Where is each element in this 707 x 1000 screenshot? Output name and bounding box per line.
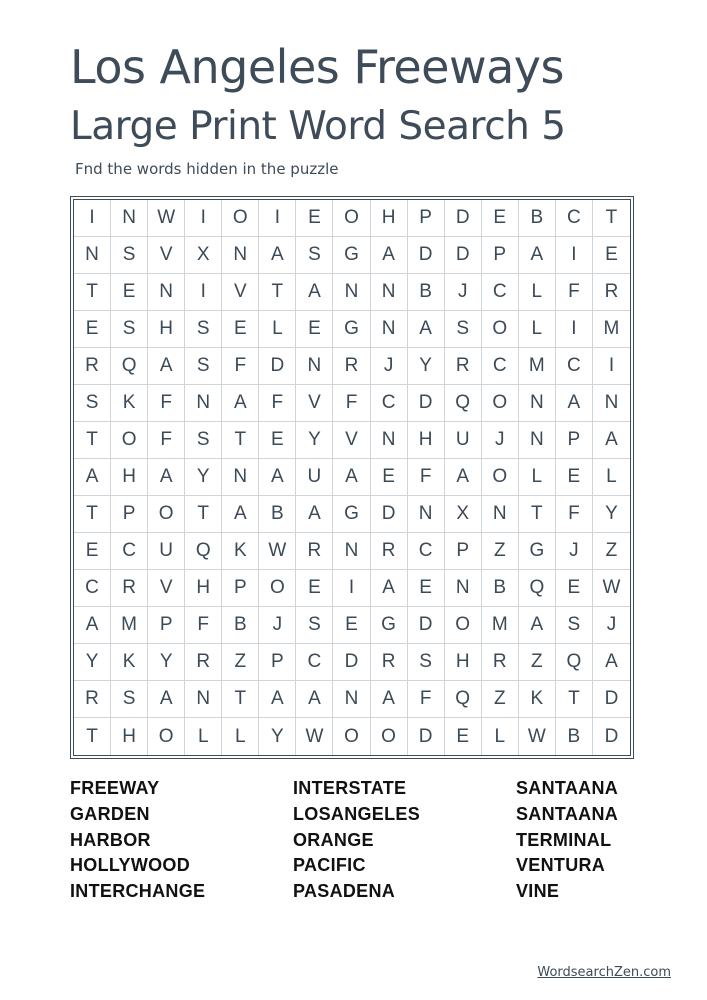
grid-letter[interactable]: E [111,274,148,311]
grid-letter[interactable]: B [222,607,259,644]
grid-letter[interactable]: S [556,607,593,644]
grid-letter[interactable]: F [333,385,370,422]
grid-letter[interactable]: E [593,237,630,274]
grid-letter[interactable]: F [556,496,593,533]
grid-letter[interactable]: T [593,200,630,237]
grid-letter[interactable]: M [593,311,630,348]
word-list-item: PASADENA [293,881,396,902]
grid-letter[interactable]: I [185,200,222,237]
grid-letter[interactable]: D [408,237,445,274]
grid-letter[interactable]: N [148,274,185,311]
grid-letter[interactable]: N [408,496,445,533]
grid-letter[interactable]: Y [593,496,630,533]
grid-letter[interactable]: I [74,200,111,237]
grid-letter[interactable]: A [148,681,185,718]
grid-letter[interactable]: H [111,718,148,755]
grid-letter[interactable]: T [222,422,259,459]
grid-letter[interactable]: O [482,311,519,348]
grid-letter[interactable]: T [222,681,259,718]
grid-letter[interactable]: Z [593,533,630,570]
grid-letter[interactable]: R [445,348,482,385]
grid-letter[interactable]: D [259,348,296,385]
grid-letter[interactable]: O [333,718,370,755]
grid-letter[interactable]: C [556,200,593,237]
grid-letter[interactable]: Y [408,348,445,385]
grid-letter[interactable]: P [408,200,445,237]
grid-letter[interactable]: A [259,681,296,718]
grid-letter[interactable]: H [408,422,445,459]
grid-letter[interactable]: S [74,385,111,422]
grid-letter[interactable]: S [111,237,148,274]
grid-letter[interactable]: F [408,459,445,496]
word-list-item: HOLLYWOOD [70,855,191,876]
grid-letter[interactable]: T [185,496,222,533]
grid-letter[interactable]: K [111,385,148,422]
grid-letter[interactable]: A [148,459,185,496]
word-list [70,776,640,905]
grid-letter[interactable]: T [519,496,556,533]
grid-letter[interactable]: T [74,718,111,755]
grid-letter[interactable]: A [519,237,556,274]
grid-letter[interactable]: P [556,422,593,459]
grid-letter[interactable]: L [222,718,259,755]
grid-letter[interactable]: D [445,237,482,274]
grid-letter[interactable]: A [74,459,111,496]
grid-letter[interactable]: I [259,200,296,237]
grid-letter[interactable]: C [482,274,519,311]
grid-letter[interactable]: N [519,422,556,459]
grid-letter[interactable]: A [74,607,111,644]
grid-letter[interactable]: N [222,237,259,274]
grid-letter[interactable]: S [296,607,333,644]
word-list-item: SANTAANA [516,778,619,798]
grid-letter[interactable]: A [296,496,333,533]
grid-letter[interactable]: N [74,237,111,274]
grid-letter[interactable]: V [148,570,185,607]
grid-letter[interactable]: X [445,496,482,533]
grid-letter[interactable]: D [408,718,445,755]
grid-letter[interactable]: E [371,459,408,496]
grid-letter[interactable]: D [408,385,445,422]
grid-letter[interactable]: S [408,644,445,681]
grid-letter[interactable]: Z [222,644,259,681]
grid-letter[interactable]: W [296,718,333,755]
grid-letter[interactable]: A [445,459,482,496]
grid-letter[interactable]: E [74,311,111,348]
grid-letter[interactable]: W [519,718,556,755]
grid-letter[interactable]: T [74,422,111,459]
grid-letter[interactable]: K [222,533,259,570]
grid-letter[interactable]: Y [148,644,185,681]
word-list-item: ORANGE [293,829,374,850]
grid-letter[interactable]: H [111,459,148,496]
grid-letter[interactable]: C [371,385,408,422]
grid-letter[interactable]: O [259,570,296,607]
grid-letter[interactable]: R [296,533,333,570]
grid-letter[interactable]: U [445,422,482,459]
grid-letter[interactable]: G [333,237,370,274]
word-list-item: SANTAANA [516,803,619,824]
grid-letter[interactable]: N [371,274,408,311]
grid-letter[interactable]: S [111,311,148,348]
grid-letter[interactable]: V [333,422,370,459]
grid-letter[interactable]: L [519,274,556,311]
grid-letter[interactable]: E [445,718,482,755]
grid-letter[interactable]: P [111,496,148,533]
grid-letter[interactable]: M [111,607,148,644]
grid-letter[interactable]: Q [185,533,222,570]
grid-letter[interactable]: L [185,718,222,755]
grid-letter[interactable]: S [111,681,148,718]
grid-letter[interactable]: E [74,533,111,570]
grid-letter[interactable]: S [185,348,222,385]
grid-letter[interactable]: Q [445,681,482,718]
puzzle-grid [74,200,630,755]
instructions-text: Fnd the words hidden in the puzzle [75,160,339,178]
grid-letter[interactable]: V [296,385,333,422]
word-list-item: GARDEN [70,803,150,824]
grid-letter[interactable]: E [333,607,370,644]
grid-letter[interactable]: T [259,274,296,311]
grid-letter[interactable]: A [593,644,630,681]
grid-letter[interactable]: Z [482,533,519,570]
word-list-item: HARBOR [70,829,151,850]
grid-letter[interactable]: E [296,570,333,607]
grid-letter[interactable]: J [482,422,519,459]
grid-letter[interactable]: D [371,496,408,533]
grid-letter[interactable]: A [408,311,445,348]
grid-letter[interactable]: C [482,348,519,385]
grid-letter[interactable]: I [556,311,593,348]
grid-letter[interactable]: R [371,644,408,681]
grid-letter[interactable]: C [296,644,333,681]
grid-letter[interactable]: H [445,644,482,681]
page-title: Los Angeles Freeways [70,40,564,94]
grid-letter[interactable]: W [259,533,296,570]
word-list-item: LOSANGELES [293,803,421,824]
grid-letter[interactable]: S [185,422,222,459]
grid-letter[interactable]: E [222,311,259,348]
grid-letter[interactable]: F [556,274,593,311]
grid-letter[interactable]: Y [185,459,222,496]
page-subtitle-heading: Large Print Word Search 5 [70,104,566,149]
grid-letter[interactable]: L [259,311,296,348]
grid-letter[interactable]: F [259,385,296,422]
grid-letter[interactable]: N [185,385,222,422]
grid-letter[interactable]: C [556,348,593,385]
grid-letter[interactable]: O [148,496,185,533]
grid-letter[interactable]: N [185,681,222,718]
grid-letter[interactable]: N [371,422,408,459]
grid-letter[interactable]: O [111,422,148,459]
grid-letter[interactable]: C [74,570,111,607]
grid-letter[interactable]: A [296,681,333,718]
grid-letter[interactable]: I [333,570,370,607]
grid-letter[interactable]: W [148,200,185,237]
grid-letter[interactable]: O [482,385,519,422]
word-list-item: TERMINAL [516,829,612,850]
grid-letter[interactable]: R [371,533,408,570]
grid-letter[interactable]: C [111,533,148,570]
grid-letter[interactable]: O [222,200,259,237]
grid-letter[interactable]: Y [296,422,333,459]
grid-letter[interactable]: W [593,570,630,607]
grid-letter[interactable]: U [148,533,185,570]
word-list-item: INTERSTATE [293,778,407,798]
grid-letter[interactable]: J [593,607,630,644]
grid-letter[interactable]: J [556,533,593,570]
grid-letter[interactable]: H [148,311,185,348]
grid-letter[interactable]: T [74,274,111,311]
grid-letter[interactable]: N [482,496,519,533]
grid-letter[interactable]: E [408,570,445,607]
grid-letter[interactable]: B [556,718,593,755]
grid-letter[interactable]: K [519,681,556,718]
grid-letter[interactable]: F [185,607,222,644]
grid-letter[interactable]: Y [259,718,296,755]
grid-letter[interactable]: N [333,533,370,570]
word-list-item: PACIFIC [293,855,366,876]
grid-letter[interactable]: O [445,607,482,644]
grid-letter[interactable]: J [371,348,408,385]
grid-letter[interactable]: E [296,311,333,348]
grid-letter[interactable]: H [185,570,222,607]
grid-letter[interactable]: D [445,200,482,237]
grid-letter[interactable]: D [408,607,445,644]
grid-letter[interactable]: N [111,200,148,237]
grid-letter[interactable]: M [482,607,519,644]
grid-letter[interactable]: A [148,348,185,385]
word-list-item: FREEWAY [70,778,160,798]
word-list-item: VINE [516,881,560,902]
grid-letter[interactable]: S [185,311,222,348]
grid-letter[interactable]: Y [74,644,111,681]
grid-letter[interactable]: A [222,385,259,422]
grid-letter[interactable]: B [408,274,445,311]
grid-letter[interactable]: F [148,385,185,422]
grid-letter[interactable]: A [333,459,370,496]
grid-letter[interactable]: P [445,533,482,570]
grid-letter[interactable]: A [259,237,296,274]
grid-letter[interactable]: V [222,274,259,311]
grid-letter[interactable]: R [74,681,111,718]
grid-letter[interactable]: A [296,274,333,311]
grid-letter[interactable]: Z [482,681,519,718]
grid-letter[interactable]: B [519,200,556,237]
grid-letter[interactable]: V [148,237,185,274]
grid-letter[interactable]: A [371,570,408,607]
grid-letter[interactable]: D [333,644,370,681]
grid-letter[interactable]: N [445,570,482,607]
grid-letter[interactable]: G [519,533,556,570]
grid-letter[interactable]: Z [519,644,556,681]
grid-letter[interactable]: N [593,385,630,422]
grid-letter[interactable]: R [593,274,630,311]
grid-letter[interactable]: N [333,274,370,311]
grid-letter[interactable]: P [482,237,519,274]
grid-letter[interactable]: A [556,385,593,422]
grid-letter[interactable]: Q [519,570,556,607]
grid-letter[interactable]: Q [556,644,593,681]
word-list-item: VENTURA [516,855,606,876]
grid-letter[interactable]: A [371,237,408,274]
grid-letter[interactable]: L [519,311,556,348]
grid-letter[interactable]: E [259,422,296,459]
grid-letter[interactable]: F [408,681,445,718]
grid-letter[interactable]: E [296,200,333,237]
grid-letter[interactable]: F [222,348,259,385]
grid-letter[interactable]: I [556,237,593,274]
word-list-item: INTERCHANGE [70,881,206,902]
grid-letter[interactable]: F [148,422,185,459]
grid-letter[interactable]: D [593,681,630,718]
grid-letter[interactable]: M [519,348,556,385]
puzzle-grid-frame [70,196,634,759]
grid-letter[interactable]: G [333,496,370,533]
grid-letter[interactable]: R [333,348,370,385]
grid-letter[interactable]: A [593,422,630,459]
grid-letter[interactable]: O [482,459,519,496]
grid-letter[interactable]: L [593,459,630,496]
grid-letter[interactable]: N [296,348,333,385]
grid-letter[interactable]: N [222,459,259,496]
grid-letter[interactable]: Q [445,385,482,422]
grid-letter[interactable]: A [519,607,556,644]
grid-letter[interactable]: O [148,718,185,755]
grid-letter[interactable]: A [371,681,408,718]
grid-letter[interactable]: O [333,200,370,237]
grid-letter[interactable]: J [445,274,482,311]
grid-letter[interactable]: R [111,570,148,607]
grid-letter[interactable]: B [482,570,519,607]
grid-letter[interactable]: E [556,459,593,496]
grid-letter[interactable]: C [408,533,445,570]
grid-letter[interactable]: N [519,385,556,422]
grid-letter[interactable]: H [371,200,408,237]
grid-letter[interactable]: L [519,459,556,496]
grid-letter[interactable]: O [371,718,408,755]
grid-letter[interactable]: G [371,607,408,644]
grid-letter[interactable]: B [259,496,296,533]
grid-letter[interactable]: P [259,644,296,681]
grid-letter[interactable]: J [259,607,296,644]
credit-link[interactable]: WordsearchZen.com [537,965,671,980]
grid-letter[interactable]: R [185,644,222,681]
grid-letter[interactable]: T [556,681,593,718]
grid-letter[interactable]: P [148,607,185,644]
grid-letter[interactable]: U [296,459,333,496]
grid-letter[interactable]: I [185,274,222,311]
grid-letter[interactable]: R [482,644,519,681]
grid-letter[interactable]: P [222,570,259,607]
grid-letter[interactable]: X [185,237,222,274]
grid-letter[interactable]: N [371,311,408,348]
grid-letter[interactable]: T [74,496,111,533]
grid-letter[interactable]: I [593,348,630,385]
grid-letter[interactable]: A [259,459,296,496]
grid-letter[interactable]: D [604,725,619,747]
grid-letter[interactable]: R [74,348,111,385]
grid-letter[interactable]: S [296,237,333,274]
grid-letter[interactable]: Q [111,348,148,385]
grid-letter[interactable]: G [333,311,370,348]
grid-letter[interactable]: E [556,570,593,607]
grid-letter[interactable]: E [482,200,519,237]
grid-letter[interactable]: S [445,311,482,348]
grid-letter[interactable]: A [222,496,259,533]
grid-letter[interactable]: K [111,644,148,681]
grid-letter[interactable]: N [333,681,370,718]
grid-letter[interactable]: L [482,718,519,755]
